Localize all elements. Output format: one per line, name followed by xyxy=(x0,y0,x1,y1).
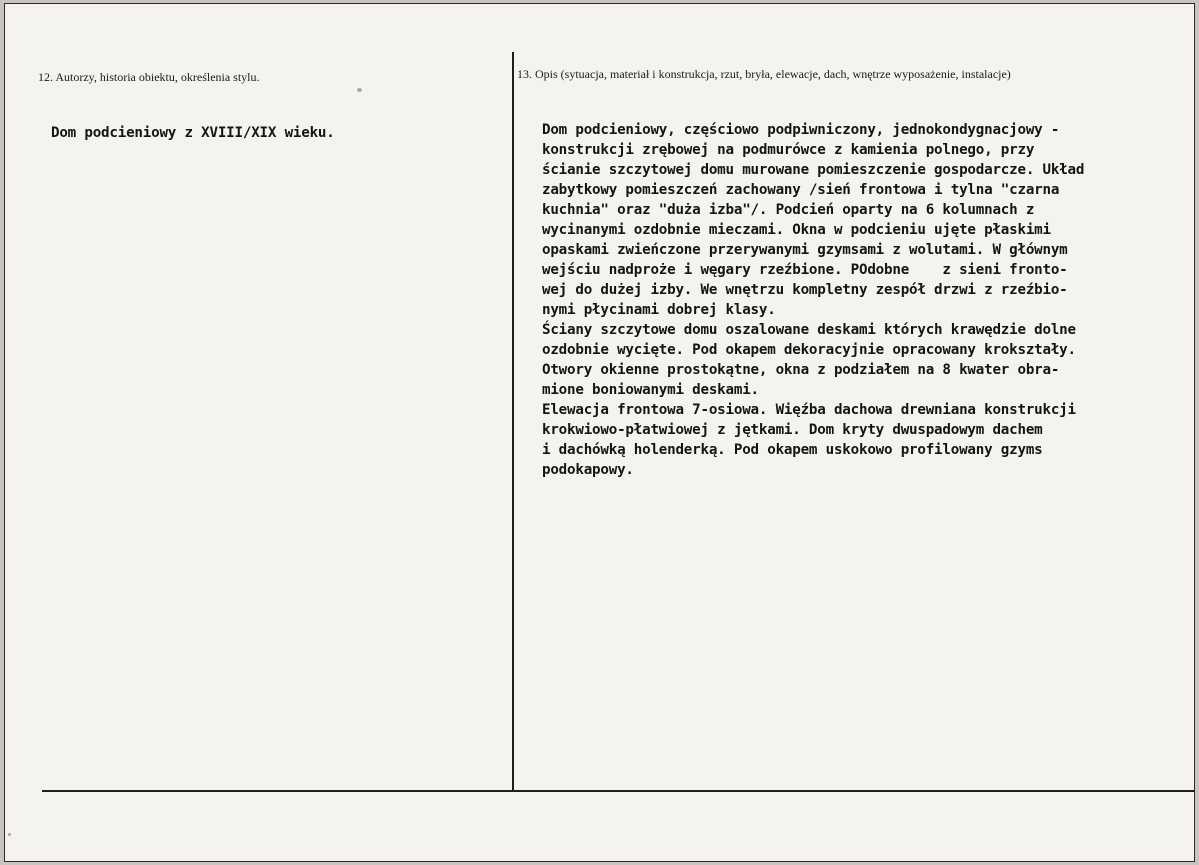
description-line: i dachówką holenderką. Pod okapem uskokowo profilowany gzyms xyxy=(542,442,1043,458)
description-line: kuchnia" oraz "duża izba"/. Podcień oparty na 6 kolumnach z xyxy=(542,202,1035,218)
ink-speck xyxy=(8,833,11,836)
field-12-label: 12. Autorzy, historia obiektu, określenia stylu. xyxy=(38,70,260,84)
description-line: ścianie szczytowej domu murowane pomieszczenie gospodarcze. Układ xyxy=(542,162,1085,178)
description-line: krokwiowo-płatwiowej z jętkami. Dom kryty dwuspadowym dachem xyxy=(542,422,1043,438)
description-line: wejściu nadproże i węgary rzeźbione. POdobne z sieni fronto- xyxy=(542,262,1068,278)
field-13-label: 13. Opis (sytuacja, materiał i konstrukcja, rzut, bryła, elewacje, dach, wnętrze wyposażenie, instalacje) xyxy=(517,67,1011,81)
field-12-value: Dom podcieniowy z XVIII/XIX wieku. xyxy=(51,125,335,141)
description-line: Otwory okienne prostokątne, okna z podziałem na 8 kwater obra- xyxy=(542,362,1060,378)
bottom-rule xyxy=(42,790,1195,792)
field-13-description xyxy=(542,120,1192,480)
description-line: opaskami zwieńczone przerywanymi gzymsami z wolutami. W głównym xyxy=(542,242,1068,258)
description-line: Ściany szczytowe domu oszalowane deskami których krawędzie dolne xyxy=(542,322,1076,338)
description-line: podokapowy. xyxy=(542,462,634,478)
description-line: Dom podcieniowy, częściowo podpiwniczony, jednokondygnacjowy - xyxy=(542,122,1060,138)
description-line: zabytkowy pomieszczeń zachowany /sień frontowa i tylna "czarna xyxy=(542,182,1060,198)
description-line: Elewacja frontowa 7-osiowa. Więźba dachowa drewniana konstrukcji xyxy=(542,402,1076,418)
description-line: nymi płycinami dobrej klasy. xyxy=(542,302,776,318)
description-line: konstrukcji zrębowej na podmurówce z kamienia polnego, przy xyxy=(542,142,1035,158)
description-line: wej do dużej izby. We wnętrzu kompletny zespół drzwi z rzeźbio- xyxy=(542,282,1068,298)
description-line: mione boniowanymi deskami. xyxy=(542,382,759,398)
description-line: ozdobnie wycięte. Pod okapem dekoracyjnie opracowany krokształy. xyxy=(542,342,1076,358)
description-line: wycinanymi ozdobnie mieczami. Okna w podcieniu ujęte płaskimi xyxy=(542,222,1051,238)
record-card xyxy=(4,3,1195,862)
ink-speck xyxy=(357,88,362,92)
column-divider xyxy=(512,52,514,791)
